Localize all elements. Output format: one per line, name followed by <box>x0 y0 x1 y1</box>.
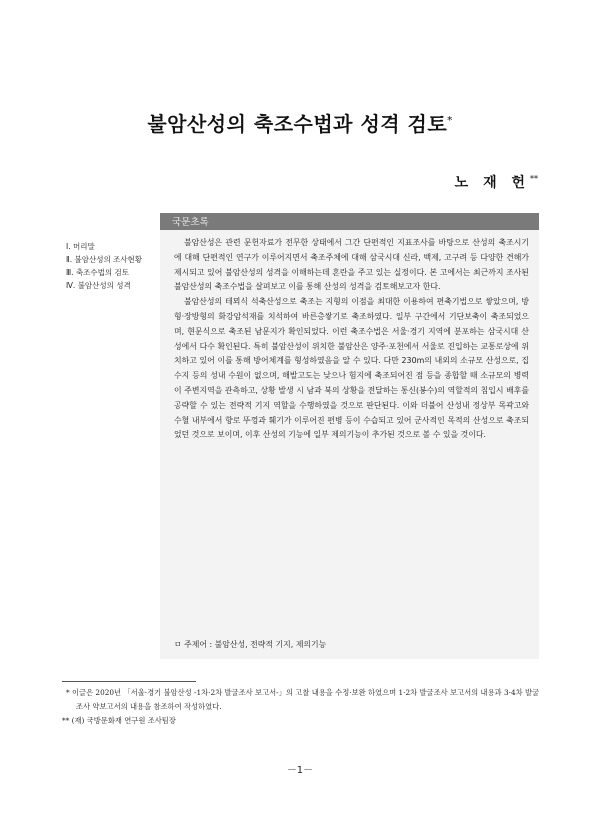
footnotes <box>62 686 540 728</box>
paper-title <box>60 108 540 137</box>
footnote-divider <box>62 681 196 682</box>
page-number: －1－ <box>286 765 314 776</box>
abstract-paragraph: 불암산성은 관련 문헌자료가 전무한 상태에서 그간 단편적인 지표조사를 바탕으로 산성의 축조시기에 대해 단편적인 연구가 이루어지면서 축조주체에 대해 삼국시대 신라, 백제, 고구려 등 다양한 견해가 제시되고 있어 불암산성의 성격을 이해하는데 혼란을 주고 있는 실정이다. 본 고에서는 최근까지 조사된 불암산성의 축조수법을 살펴보고 이를 통해 산성의 성격을 검토해보고자 한다. <box>174 238 529 292</box>
author-footnote-mark: ** <box>530 174 538 184</box>
toc-item: Ⅱ. 불암산성의 조사현황 <box>66 255 143 264</box>
toc-item: Ⅰ. 머리말 <box>66 242 95 251</box>
keywords-line: ㅁ 주제어 : 불암산성, 전략적 기지, 제의기능 <box>174 640 327 649</box>
toc-item: Ⅲ. 축조수법의 검토 <box>66 268 130 277</box>
toc-item: Ⅳ. 불암산성의 성격 <box>66 281 131 290</box>
author-line <box>455 172 538 192</box>
abstract-paragraph: 불암산성의 테뫼식 석축산성으로 축조는 지형의 이점을 최대한 이용하여 편축기법으로 쌓았으며, 방형·장방형의 화강암석재를 치석하여 바른층쌓기로 축조하였다. 일부 구간에서 기단보축이 축조되었으며, 현문식으로 축조된 남문지가 확인되었다. 이런 축조수법은 서울·경기 지역에 분포하는 삼국시대 산성에서 다수 확인된다. 특히 불암산성이 위치한 불암산은 양주·포천에서 서울로 진입하는 교통로상에 위치하고 있어 이를 통해 방어체계를 형성하였음을 알 수 있다. 다만 230m의 내외의 소규모 산성으로, 집수지 등의 성내 수원이 없으며, 해발고도는 낮으나 험지에 축조되어진 점 등을 종합할 때 소규모의 병력이 주변지역을 관측하고, 상황 발생 시 남과 북의 상황을 전달하는 통신(봉수)의 역할적의 침입시 배후를 공략할 수 있는 전략적 기지 역할을 수행하였을 것으로 판단된다. 이와 더불어 산성내 정상부 목곽고와 수혈 내부에서 향로 뚜껑과 훼기가 이루어진 편병 등이 수습되고 있어 군사적인 목적의 산성으로 축조되었던 것으로 보이며, 이후 산성의 기능에 일부 제의기능이 추가된 것으로 볼 수 있을 것이다. <box>174 297 529 440</box>
footnote: * 이글은 2020년 「서울·경기 불암산성 -1차·2차 발굴조사 보고서-」의 고찰 내용을 수정·보완 하였으며 1·2차 발굴조사 보고서의 내용과 3·4차 발굴조사 약보고서의 내용을 참조하여 작성하였다. <box>66 688 540 711</box>
footnote: ** (재) 국방문화재 연구원 조사팀장 <box>62 716 176 725</box>
abstract-header-bar <box>160 213 539 230</box>
abstract-body <box>174 236 529 443</box>
title-footnote-mark: * <box>447 115 453 127</box>
abstract-heading: 국문초록 <box>172 217 209 228</box>
author-name: 노 재 헌 <box>454 175 530 191</box>
paper-title-text: 불암산성의 축조수법과 성격 검토 <box>147 112 448 136</box>
table-of-contents <box>66 240 156 292</box>
